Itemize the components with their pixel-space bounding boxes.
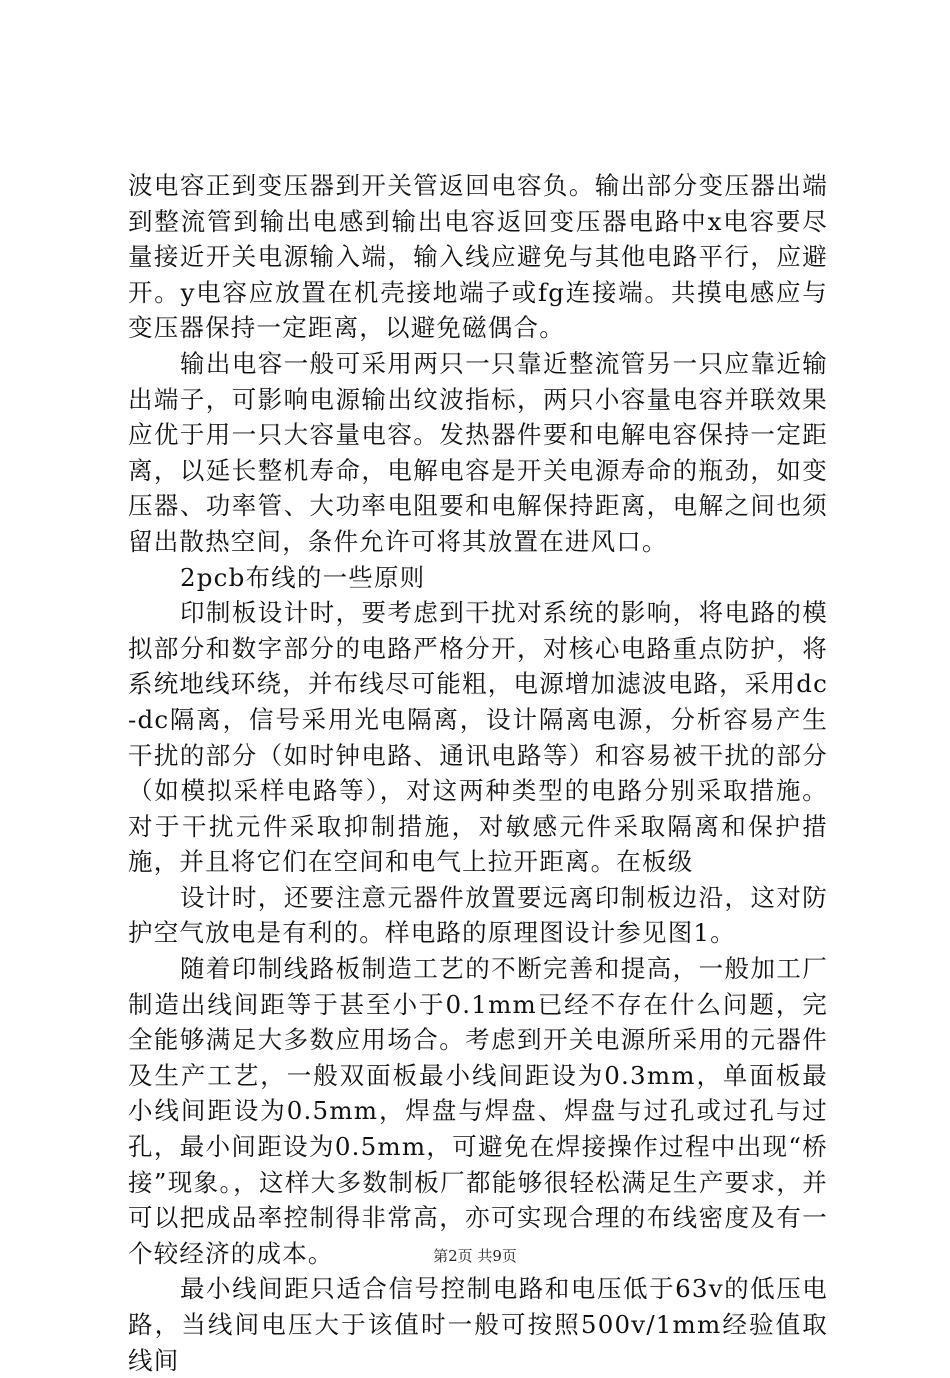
paragraph-board-edge: 设计时，还要注意元器件放置要远离印制板边沿，这对防护空气放电是有利的。样电路的原理图设计参见图1。 [128,882,828,948]
paragraph-min-spacing: 最小线间距只适合信号控制电路和电压低于63v的低压电路，当线间电压大于该值时一般可按照500v/1mm经验值取线间 [128,1274,828,1375]
paragraph-line-spacing: 随着印制线路板制造工艺的不断完善和提高，一般加工厂制造出线间距等于甚至小于0.1mm已经不存在什么问题，完全能够满足大多数应用场合。考虑到开关电源所采用的元器件及生产工艺，一般双面板最小线间距设为0.3mm，单面板最小线间距设为0.5mm，焊盘与焊盘、焊盘与过孔或过孔与过孔，最小间距设为0.5mm，可避免在焊接操作过程中出现“桥接”现象。，这样大多数制板厂都能够很轻松满足生产要求，并可以把成品率控制得非常高，亦可实现合理的布线密度及有一个较经济的成本。 [128,954,828,1268]
document-body [128,168,828,1378]
section-heading-pcb-routing: 2pcb布线的一些原则 [180,562,426,592]
paragraph-output-capacitor: 输出电容一般可采用两只一只靠近整流管另一只应靠近输出端子，可影响电源输出纹波指标，两只小容量电容并联效果应优于用一只大容量电容。发热器件要和电解电容保持一定距离，以延长整机寿命，电解电容是开关电源寿命的瓶劲，如变压器、功率管、大功率电阻要和电解保持距离，电解之间也须留出散热空间，条件允许可将其放置在进风口。 [128,348,828,556]
paragraph-continuation: 波电容正到变压器到开关管返回电容负。输出部分变压器出端到整流管到输出电感到输出电容返回变压器电路中x电容要尽量接近开关电源输入端，输入线应避免与其他电路平行，应避开。y电容应放置在机壳接地端子或fg连接端。共摸电感应与变压器保持一定距离，以避免磁偶合。 [128,171,828,343]
paragraph-pcb-design: 印制板设计时，要考虑到干扰对系统的影响，将电路的模拟部分和数字部分的电路严格分开，对核心电路重点防护，将系统地线环绕，并布线尽可能粗，电源增加滤波电路，采用dc-dc隔离，信号采用光电隔离，设计隔离电源，分析容易产生干扰的部分（如时钟电路、通讯电路等）和容易被干扰的部分（如模拟采样电路等），对这两种类型的电路分别采取措施。对于干扰元件采取抑制措施，对敏感元件采取隔离和保护措施，并且将它们在空间和电气上拉开距离。在板级 [128,598,829,877]
page-footer: 第2页 共9页 [433,1247,517,1265]
